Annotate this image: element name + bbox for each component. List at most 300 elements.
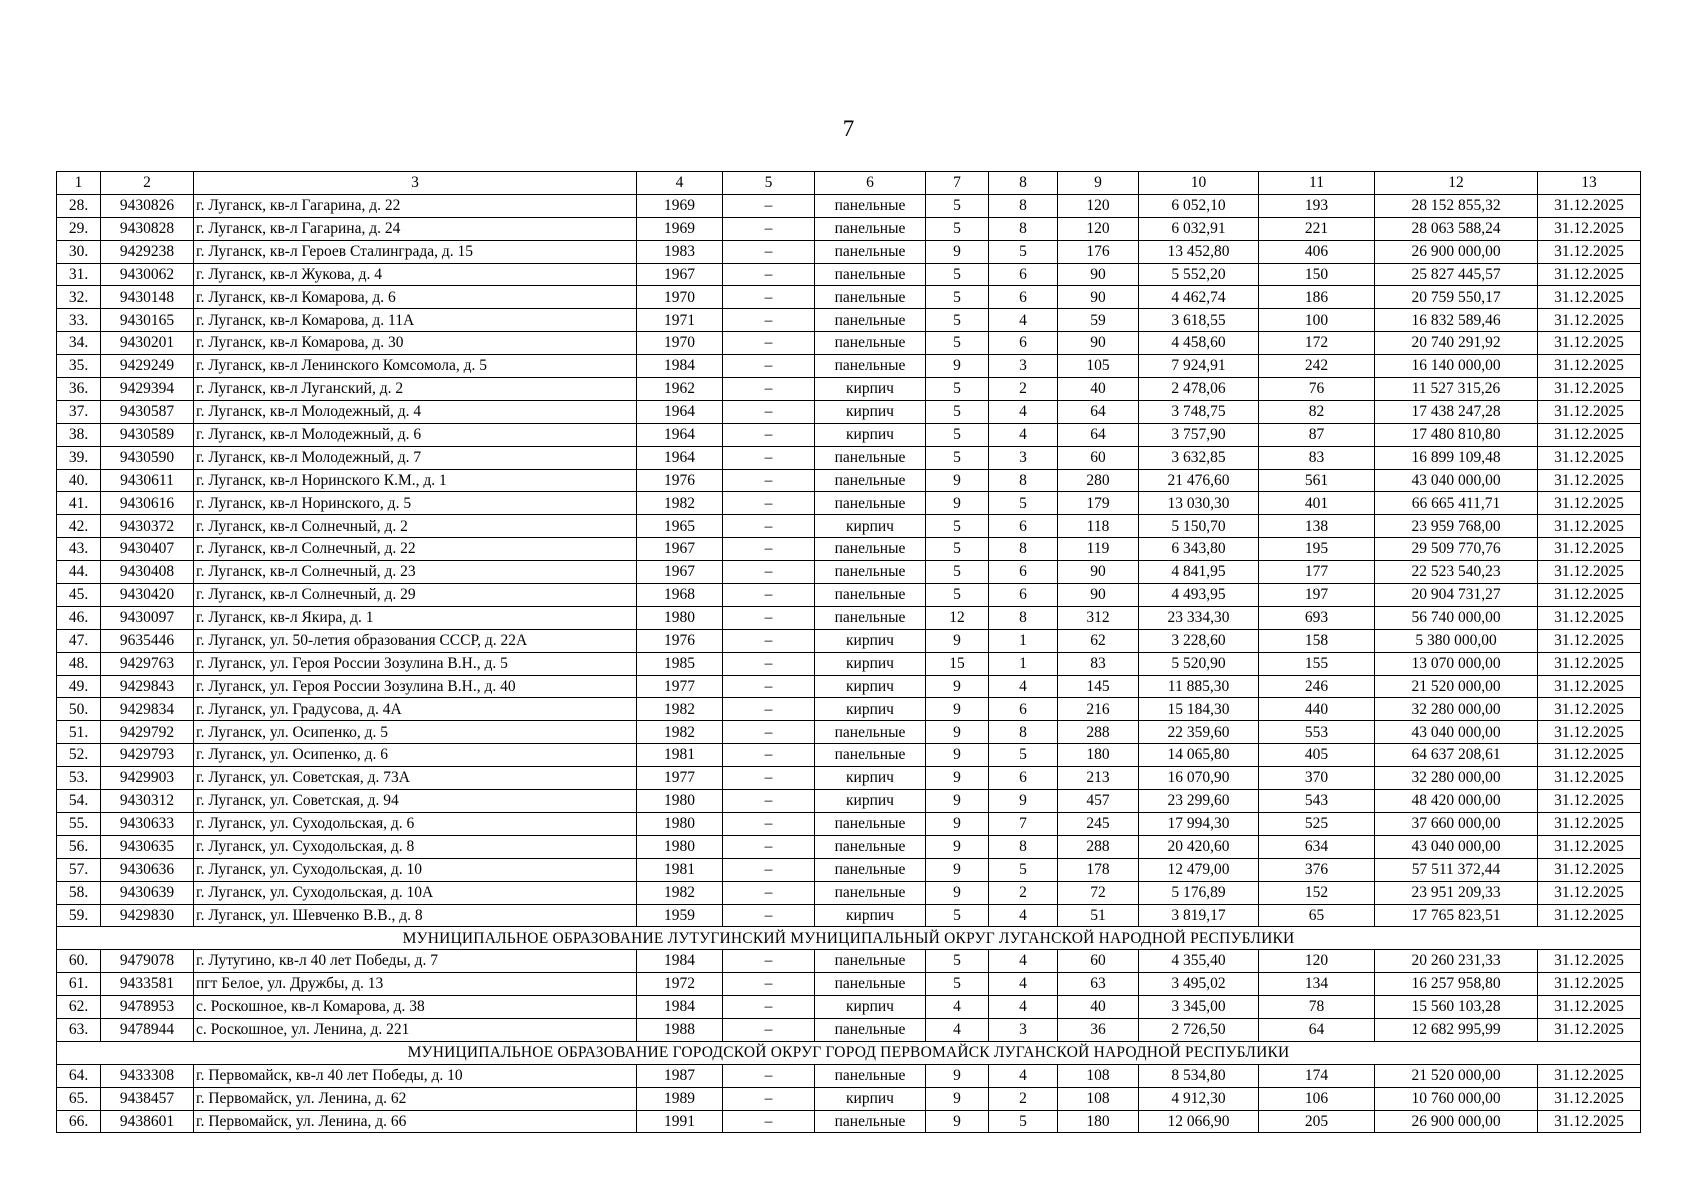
year-built-cell: 1988 (637, 1018, 723, 1041)
section-title: МУНИЦИПАЛЬНОЕ ОБРАЗОВАНИЕ ГОРОДСКОЙ ОКРУГ ГОРОД ПЕРВОМАЙСК ЛУГАНСКОЙ НАРОДНОЙ РЕСПУБЛИКИ (57, 1041, 1641, 1064)
address-cell: г. Луганск, кв-л Норинского, д. 5 (194, 492, 637, 515)
col-5-value-cell: – (723, 355, 815, 378)
floors-cell: 9 (926, 767, 989, 790)
address-cell: г. Луганск, ул. Суходольская, д. 8 (194, 835, 637, 858)
residents-cell: 205 (1259, 1110, 1375, 1133)
area-cell: 15 184,30 (1139, 698, 1259, 721)
floors-cell: 9 (926, 744, 989, 767)
cadastral-id-cell: 9430636 (101, 858, 194, 881)
apartments-cell: 90 (1058, 263, 1139, 286)
wall-material-cell: панельные (815, 881, 926, 904)
entrances-cell: 8 (989, 194, 1058, 217)
wall-material-cell: кирпич (815, 400, 926, 423)
floors-cell: 5 (926, 263, 989, 286)
cost-cell: 20 260 231,33 (1375, 950, 1538, 973)
col-5-value-cell: – (723, 767, 815, 790)
col-5-value-cell: – (723, 423, 815, 446)
apartments-cell: 178 (1058, 858, 1139, 881)
cost-cell: 56 740 000,00 (1375, 606, 1538, 629)
row-number-cell: 62. (57, 996, 101, 1019)
row-number-cell: 29. (57, 217, 101, 240)
column-header: 2 (101, 172, 194, 195)
apartments-cell: 312 (1058, 606, 1139, 629)
entrances-cell: 7 (989, 812, 1058, 835)
column-header: 1 (57, 172, 101, 195)
floors-cell: 9 (926, 1110, 989, 1133)
apartments-cell: 119 (1058, 538, 1139, 561)
cost-cell: 17 765 823,51 (1375, 904, 1538, 927)
residents-cell: 370 (1259, 767, 1375, 790)
deadline-cell: 31.12.2025 (1538, 446, 1641, 469)
residents-cell: 197 (1259, 584, 1375, 607)
wall-material-cell: панельные (815, 744, 926, 767)
entrances-cell: 6 (989, 561, 1058, 584)
cost-cell: 10 760 000,00 (1375, 1087, 1538, 1110)
wall-material-cell: кирпич (815, 767, 926, 790)
table-row (57, 561, 1641, 584)
row-number-cell: 38. (57, 423, 101, 446)
wall-material-cell: панельные (815, 950, 926, 973)
wall-material-cell: панельные (815, 858, 926, 881)
col-5-value-cell: – (723, 446, 815, 469)
floors-cell: 5 (926, 561, 989, 584)
residents-cell: 246 (1259, 675, 1375, 698)
row-number-cell: 54. (57, 790, 101, 813)
area-cell: 5 552,20 (1139, 263, 1259, 286)
row-number-cell: 56. (57, 835, 101, 858)
col-5-value-cell: – (723, 744, 815, 767)
year-built-cell: 1984 (637, 950, 723, 973)
area-cell: 22 359,60 (1139, 721, 1259, 744)
cadastral-id-cell: 9479078 (101, 950, 194, 973)
residents-cell: 158 (1259, 629, 1375, 652)
row-number-cell: 66. (57, 1110, 101, 1133)
area-cell: 14 065,80 (1139, 744, 1259, 767)
cadastral-id-cell: 9429238 (101, 240, 194, 263)
address-cell: г. Луганск, кв-л Солнечный, д. 2 (194, 515, 637, 538)
apartments-cell: 108 (1058, 1064, 1139, 1087)
address-cell: г. Луганск, ул. 50-летия образования СССР, д. 22А (194, 629, 637, 652)
table-row (57, 996, 1641, 1019)
floors-cell: 9 (926, 812, 989, 835)
col-5-value-cell: – (723, 538, 815, 561)
entrances-cell: 6 (989, 286, 1058, 309)
residents-cell: 106 (1259, 1087, 1375, 1110)
address-cell: г. Луганск, ул. Суходольская, д. 6 (194, 812, 637, 835)
floors-cell: 9 (926, 881, 989, 904)
entrances-cell: 4 (989, 423, 1058, 446)
row-number-cell: 33. (57, 309, 101, 332)
floors-cell: 5 (926, 378, 989, 401)
address-cell: г. Луганск, кв-л Солнечный, д. 29 (194, 584, 637, 607)
entrances-cell: 6 (989, 584, 1058, 607)
year-built-cell: 1967 (637, 561, 723, 584)
residents-cell: 553 (1259, 721, 1375, 744)
table-row (57, 309, 1641, 332)
apartments-cell: 51 (1058, 904, 1139, 927)
table-row (57, 194, 1641, 217)
row-number-cell: 34. (57, 332, 101, 355)
residents-cell: 195 (1259, 538, 1375, 561)
residents-cell: 401 (1259, 492, 1375, 515)
col-5-value-cell: – (723, 950, 815, 973)
entrances-cell: 6 (989, 332, 1058, 355)
cadastral-id-cell: 9429793 (101, 744, 194, 767)
deadline-cell: 31.12.2025 (1538, 538, 1641, 561)
deadline-cell: 31.12.2025 (1538, 515, 1641, 538)
deadline-cell: 31.12.2025 (1538, 629, 1641, 652)
section-row (57, 1041, 1641, 1064)
row-number-cell: 45. (57, 584, 101, 607)
cadastral-id-cell: 9478953 (101, 996, 194, 1019)
row-number-cell: 61. (57, 973, 101, 996)
residents-cell: 221 (1259, 217, 1375, 240)
deadline-cell: 31.12.2025 (1538, 904, 1641, 927)
table-row (57, 1018, 1641, 1041)
row-number-cell: 31. (57, 263, 101, 286)
year-built-cell: 1980 (637, 835, 723, 858)
address-cell: г. Луганск, ул. Героя России Зозулина В.Н., д. 5 (194, 652, 637, 675)
area-cell: 4 493,95 (1139, 584, 1259, 607)
cost-cell: 26 900 000,00 (1375, 1110, 1538, 1133)
apartments-cell: 36 (1058, 1018, 1139, 1041)
address-cell: г. Луганск, кв-л Ленинского Комсомола, д. 5 (194, 355, 637, 378)
year-built-cell: 1959 (637, 904, 723, 927)
entrances-cell: 3 (989, 1018, 1058, 1041)
table-row (57, 1064, 1641, 1087)
entrances-cell: 2 (989, 378, 1058, 401)
apartments-cell: 90 (1058, 584, 1139, 607)
wall-material-cell: панельные (815, 240, 926, 263)
table-row (57, 446, 1641, 469)
wall-material-cell: кирпич (815, 675, 926, 698)
wall-material-cell: кирпич (815, 515, 926, 538)
floors-cell: 5 (926, 309, 989, 332)
entrances-cell: 4 (989, 400, 1058, 423)
wall-material-cell: панельные (815, 1018, 926, 1041)
wall-material-cell: кирпич (815, 652, 926, 675)
table-header-row (57, 172, 1641, 195)
residents-cell: 120 (1259, 950, 1375, 973)
deadline-cell: 31.12.2025 (1538, 1064, 1641, 1087)
deadline-cell: 31.12.2025 (1538, 606, 1641, 629)
table-row (57, 835, 1641, 858)
col-5-value-cell: – (723, 492, 815, 515)
wall-material-cell: кирпич (815, 423, 926, 446)
wall-material-cell: панельные (815, 835, 926, 858)
deadline-cell: 31.12.2025 (1538, 263, 1641, 286)
deadline-cell: 31.12.2025 (1538, 950, 1641, 973)
cadastral-id-cell: 9478944 (101, 1018, 194, 1041)
year-built-cell: 1970 (637, 286, 723, 309)
col-5-value-cell: – (723, 858, 815, 881)
row-number-cell: 52. (57, 744, 101, 767)
cadastral-id-cell: 9430408 (101, 561, 194, 584)
row-number-cell: 53. (57, 767, 101, 790)
table-row (57, 767, 1641, 790)
year-built-cell: 1967 (637, 263, 723, 286)
row-number-cell: 42. (57, 515, 101, 538)
wall-material-cell: кирпич (815, 378, 926, 401)
table-row (57, 652, 1641, 675)
residents-cell: 76 (1259, 378, 1375, 401)
cost-cell: 16 257 958,80 (1375, 973, 1538, 996)
address-cell: г. Луганск, кв-л Якира, д. 1 (194, 606, 637, 629)
wall-material-cell: панельные (815, 217, 926, 240)
floors-cell: 5 (926, 515, 989, 538)
apartments-cell: 63 (1058, 973, 1139, 996)
deadline-cell: 31.12.2025 (1538, 194, 1641, 217)
residents-cell: 525 (1259, 812, 1375, 835)
deadline-cell: 31.12.2025 (1538, 355, 1641, 378)
row-number-cell: 51. (57, 721, 101, 744)
deadline-cell: 31.12.2025 (1538, 721, 1641, 744)
wall-material-cell: панельные (815, 194, 926, 217)
cost-cell: 17 480 810,80 (1375, 423, 1538, 446)
floors-cell: 5 (926, 538, 989, 561)
row-number-cell: 36. (57, 378, 101, 401)
entrances-cell: 8 (989, 835, 1058, 858)
area-cell: 4 462,74 (1139, 286, 1259, 309)
section-title: МУНИЦИПАЛЬНОЕ ОБРАЗОВАНИЕ ЛУТУГИНСКИЙ МУНИЦИПАЛЬНЫЙ ОКРУГ ЛУГАНСКОЙ НАРОДНОЙ РЕСПУБЛИКИ (57, 927, 1641, 950)
cost-cell: 28 063 588,24 (1375, 217, 1538, 240)
cost-cell: 43 040 000,00 (1375, 469, 1538, 492)
residents-cell: 177 (1259, 561, 1375, 584)
entrances-cell: 8 (989, 606, 1058, 629)
floors-cell: 5 (926, 423, 989, 446)
col-5-value-cell: – (723, 629, 815, 652)
col-5-value-cell: – (723, 217, 815, 240)
floors-cell: 5 (926, 400, 989, 423)
year-built-cell: 1984 (637, 996, 723, 1019)
area-cell: 23 334,30 (1139, 606, 1259, 629)
wall-material-cell: кирпич (815, 1087, 926, 1110)
residents-cell: 174 (1259, 1064, 1375, 1087)
table-row (57, 629, 1641, 652)
floors-cell: 15 (926, 652, 989, 675)
table-row (57, 812, 1641, 835)
cadastral-id-cell: 9429763 (101, 652, 194, 675)
area-cell: 4 355,40 (1139, 950, 1259, 973)
area-cell: 6 052,10 (1139, 194, 1259, 217)
cost-cell: 32 280 000,00 (1375, 767, 1538, 790)
entrances-cell: 8 (989, 217, 1058, 240)
cost-cell: 13 070 000,00 (1375, 652, 1538, 675)
apartments-cell: 120 (1058, 217, 1139, 240)
year-built-cell: 1982 (637, 492, 723, 515)
entrances-cell: 5 (989, 744, 1058, 767)
residents-cell: 242 (1259, 355, 1375, 378)
cost-cell: 43 040 000,00 (1375, 721, 1538, 744)
year-built-cell: 1981 (637, 858, 723, 881)
deadline-cell: 31.12.2025 (1538, 1087, 1641, 1110)
address-cell: г. Первомайск, ул. Ленина, д. 66 (194, 1110, 637, 1133)
col-5-value-cell: – (723, 1018, 815, 1041)
area-cell: 12 479,00 (1139, 858, 1259, 881)
address-cell: г. Луганск, кв-л Гагарина, д. 22 (194, 194, 637, 217)
area-cell: 3 618,55 (1139, 309, 1259, 332)
floors-cell: 9 (926, 790, 989, 813)
apartments-cell: 176 (1058, 240, 1139, 263)
row-number-cell: 58. (57, 881, 101, 904)
floors-cell: 5 (926, 973, 989, 996)
address-cell: пгт Белое, ул. Дружбы, д. 13 (194, 973, 637, 996)
col-5-value-cell: – (723, 790, 815, 813)
wall-material-cell: панельные (815, 721, 926, 744)
cadastral-id-cell: 9430201 (101, 332, 194, 355)
row-number-cell: 50. (57, 698, 101, 721)
row-number-cell: 39. (57, 446, 101, 469)
deadline-cell: 31.12.2025 (1538, 767, 1641, 790)
cadastral-id-cell: 9430590 (101, 446, 194, 469)
floors-cell: 12 (926, 606, 989, 629)
apartments-cell: 59 (1058, 309, 1139, 332)
floors-cell: 5 (926, 950, 989, 973)
cadastral-id-cell: 9430097 (101, 606, 194, 629)
address-cell: г. Луганск, кв-л Норинского К.М., д. 1 (194, 469, 637, 492)
apartments-cell: 105 (1058, 355, 1139, 378)
area-cell: 4 841,95 (1139, 561, 1259, 584)
address-cell: с. Роскошное, кв-л Комарова, д. 38 (194, 996, 637, 1019)
entrances-cell: 4 (989, 996, 1058, 1019)
area-cell: 13 452,80 (1139, 240, 1259, 263)
cadastral-id-cell: 9433581 (101, 973, 194, 996)
table-row (57, 950, 1641, 973)
apartments-cell: 60 (1058, 950, 1139, 973)
entrances-cell: 4 (989, 904, 1058, 927)
col-5-value-cell: – (723, 469, 815, 492)
address-cell: г. Луганск, кв-л Героев Сталинграда, д. 15 (194, 240, 637, 263)
apartments-cell: 180 (1058, 744, 1139, 767)
cost-cell: 15 560 103,28 (1375, 996, 1538, 1019)
wall-material-cell: панельные (815, 561, 926, 584)
address-cell: г. Первомайск, кв-л 40 лет Победы, д. 10 (194, 1064, 637, 1087)
year-built-cell: 1977 (637, 675, 723, 698)
table-row (57, 858, 1641, 881)
area-cell: 4 458,60 (1139, 332, 1259, 355)
cadastral-id-cell: 9430165 (101, 309, 194, 332)
cadastral-id-cell: 9430062 (101, 263, 194, 286)
entrances-cell: 5 (989, 858, 1058, 881)
cost-cell: 22 523 540,23 (1375, 561, 1538, 584)
apartments-cell: 216 (1058, 698, 1139, 721)
cadastral-id-cell: 9430635 (101, 835, 194, 858)
col-5-value-cell: – (723, 515, 815, 538)
area-cell: 23 299,60 (1139, 790, 1259, 813)
deadline-cell: 31.12.2025 (1538, 561, 1641, 584)
residents-cell: 543 (1259, 790, 1375, 813)
wall-material-cell: панельные (815, 286, 926, 309)
wall-material-cell: панельные (815, 446, 926, 469)
row-number-cell: 28. (57, 194, 101, 217)
apartments-cell: 90 (1058, 561, 1139, 584)
area-cell: 7 924,91 (1139, 355, 1259, 378)
row-number-cell: 48. (57, 652, 101, 675)
address-cell: г. Луганск, кв-л Молодежный, д. 4 (194, 400, 637, 423)
address-cell: г. Луганск, кв-л Комарова, д. 6 (194, 286, 637, 309)
floors-cell: 5 (926, 286, 989, 309)
table-row (57, 790, 1641, 813)
table-row (57, 423, 1641, 446)
cost-cell: 17 438 247,28 (1375, 400, 1538, 423)
wall-material-cell: панельные (815, 469, 926, 492)
wall-material-cell: панельные (815, 263, 926, 286)
table-body (57, 194, 1641, 1133)
area-cell: 3 819,17 (1139, 904, 1259, 927)
year-built-cell: 1964 (637, 423, 723, 446)
col-5-value-cell: – (723, 263, 815, 286)
row-number-cell: 63. (57, 1018, 101, 1041)
col-5-value-cell: – (723, 675, 815, 698)
cadastral-id-cell: 9430372 (101, 515, 194, 538)
wall-material-cell: панельные (815, 1064, 926, 1087)
area-cell: 17 994,30 (1139, 812, 1259, 835)
deadline-cell: 31.12.2025 (1538, 378, 1641, 401)
residents-cell: 64 (1259, 1018, 1375, 1041)
year-built-cell: 1971 (637, 309, 723, 332)
cadastral-id-cell: 9430616 (101, 492, 194, 515)
floors-cell: 5 (926, 584, 989, 607)
row-number-cell: 37. (57, 400, 101, 423)
residents-cell: 376 (1259, 858, 1375, 881)
table-row (57, 515, 1641, 538)
apartments-cell: 179 (1058, 492, 1139, 515)
column-header: 13 (1538, 172, 1641, 195)
cost-cell: 64 637 208,61 (1375, 744, 1538, 767)
deadline-cell: 31.12.2025 (1538, 492, 1641, 515)
floors-cell: 5 (926, 217, 989, 240)
cost-cell: 16 832 589,46 (1375, 309, 1538, 332)
column-header: 3 (194, 172, 637, 195)
apartments-cell: 245 (1058, 812, 1139, 835)
cost-cell: 11 527 315,26 (1375, 378, 1538, 401)
cadastral-id-cell: 9429830 (101, 904, 194, 927)
column-header: 5 (723, 172, 815, 195)
address-cell: с. Роскошное, ул. Ленина, д. 221 (194, 1018, 637, 1041)
col-5-value-cell: – (723, 904, 815, 927)
apartments-cell: 62 (1058, 629, 1139, 652)
address-cell: г. Луганск, кв-л Солнечный, д. 23 (194, 561, 637, 584)
wall-material-cell: кирпич (815, 790, 926, 813)
deadline-cell: 31.12.2025 (1538, 973, 1641, 996)
residents-cell: 172 (1259, 332, 1375, 355)
year-built-cell: 1965 (637, 515, 723, 538)
col-5-value-cell: – (723, 1087, 815, 1110)
col-5-value-cell: – (723, 194, 815, 217)
wall-material-cell: кирпич (815, 996, 926, 1019)
cadastral-id-cell: 9430407 (101, 538, 194, 561)
column-header: 11 (1259, 172, 1375, 195)
apartments-cell: 280 (1058, 469, 1139, 492)
residents-cell: 82 (1259, 400, 1375, 423)
year-built-cell: 1976 (637, 469, 723, 492)
residents-cell: 138 (1259, 515, 1375, 538)
cost-cell: 25 827 445,57 (1375, 263, 1538, 286)
year-built-cell: 1984 (637, 355, 723, 378)
floors-cell: 4 (926, 1018, 989, 1041)
cadastral-id-cell: 9430587 (101, 400, 194, 423)
col-5-value-cell: – (723, 1064, 815, 1087)
entrances-cell: 2 (989, 881, 1058, 904)
address-cell: г. Луганск, ул. Советская, д. 94 (194, 790, 637, 813)
apartments-cell: 288 (1058, 721, 1139, 744)
cadastral-id-cell: 9430420 (101, 584, 194, 607)
apartments-cell: 457 (1058, 790, 1139, 813)
floors-cell: 9 (926, 675, 989, 698)
address-cell: г. Лутугино, кв-л 40 лет Победы, д. 7 (194, 950, 637, 973)
cadastral-id-cell: 9635446 (101, 629, 194, 652)
residents-cell: 150 (1259, 263, 1375, 286)
